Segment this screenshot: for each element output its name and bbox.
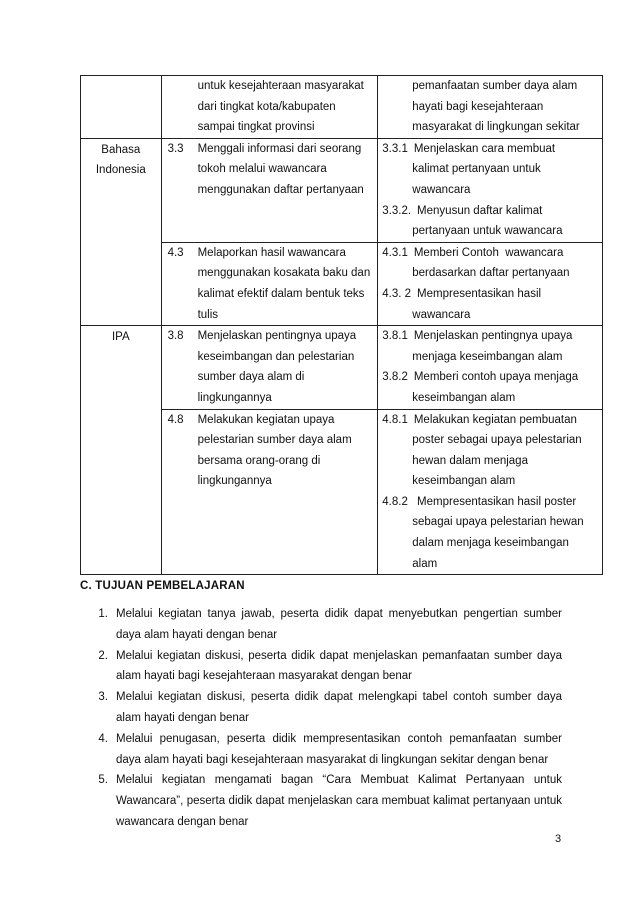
indicator-cell [378, 138, 603, 242]
indicator-text: Mempresentasikan hasil poster [413, 495, 577, 508]
indicator-text: pemanfaatan sumber daya alam [412, 80, 578, 92]
table-row [81, 326, 603, 409]
competency-text: sampai tingkat provinsi [197, 121, 315, 134]
competency-table [80, 75, 603, 575]
competency-cell [161, 242, 378, 325]
indicator-number: 3.3.1 [382, 142, 408, 155]
competency-text: kalimat efektif dalam bentuk teks [197, 287, 365, 300]
subject-cell [81, 326, 162, 575]
goal-text: Melalui kegiatan diskusi, peserta didik dapat melengkapi tabel contoh sumber daya alam hayati dengan benar [116, 691, 562, 724]
competency-text: tulis [197, 308, 219, 321]
table-row [81, 138, 603, 242]
indicator-text: dalam menjaga keseimbangan [412, 537, 569, 550]
indicator-text: hewan dalam menjaga [412, 454, 528, 467]
indicator-text: alam [412, 557, 438, 570]
competency-text: Menjelaskan pentingnya upaya [197, 330, 357, 343]
indicator-text: hayati bagi kesejahteraan [412, 100, 544, 113]
competency-number: 3.3 [167, 142, 184, 155]
indicator-number: 4.3.1 [382, 246, 408, 259]
competency-cell [161, 76, 378, 139]
indicator-text: masyarakat di lingkungan sekitar [412, 121, 580, 134]
indicator-text: Menjelaskan cara membuat [413, 142, 556, 155]
list-item [80, 604, 562, 646]
competency-text: lingkungannya [197, 391, 272, 404]
indicator-cell [378, 242, 603, 325]
page-number: 3 [555, 833, 562, 845]
competency-text: bersama orang-orang di [197, 454, 321, 467]
subject-label: IPA [111, 331, 130, 344]
indicator-text: Memberi contoh upaya menjaga [413, 371, 579, 384]
indicator-text: poster sebagai upaya pelestarian [412, 434, 582, 447]
indicator-text: wawancara [412, 183, 471, 196]
indicator-text: Menyusun daftar kalimat [417, 204, 543, 217]
subject-cell [81, 76, 162, 139]
indicator-number: 4.8.1 [382, 413, 408, 426]
learning-goals-list [80, 604, 562, 833]
subject-cell [81, 138, 162, 325]
goal-number: 3. [98, 691, 108, 704]
goal-text: Melalui kegiatan mengamati bagan “Cara Membuat Kalimat Pertanyaan untuk Wawancara”, peserta didik dapat menjelaskan cara membuat kalimat pertanyaan untuk wawancara dengan benar [116, 774, 562, 828]
list-item [80, 729, 562, 771]
goal-text: Melalui kegiatan tanya jawab, peserta didik dapat menyebutkan pengertian sumber daya alam hayati dengan benar [116, 608, 562, 641]
competency-text: keseimbangan dan pelestarian [197, 350, 355, 363]
indicator-cell [378, 326, 603, 409]
indicator-text: Mempresentasikan hasil [417, 287, 542, 300]
subject-label [81, 76, 161, 77]
indicator-text: pertanyaan untuk wawancara [412, 225, 563, 238]
indicator-number: 4.8.2 [382, 495, 408, 508]
competency-number: 4.8 [167, 413, 184, 426]
indicator-text: kalimat pertanyaan untuk [412, 163, 541, 176]
competency-text: Melakukan kegiatan upaya [197, 413, 335, 426]
indicator-text: keseimbangan alam [412, 391, 516, 404]
indicator-text: Menjelaskan pentingnya upaya [413, 330, 573, 343]
competency-number: 4.3 [167, 246, 184, 259]
competency-cell [161, 326, 378, 409]
indicator-text: keseimbangan alam [412, 475, 516, 488]
indicator-cell [378, 409, 603, 575]
goal-number: 1. [98, 608, 108, 620]
indicator-number: 3.3.2. [382, 204, 412, 217]
list-item [80, 646, 562, 688]
competency-cell [161, 138, 378, 242]
goal-number: 4. [98, 732, 108, 745]
competency-text: untuk kesejahteraan masyarakat [197, 80, 364, 92]
competency-text: pelestarian sumber daya alam [197, 434, 352, 447]
indicator-number: 4.3. 2 [382, 287, 412, 300]
competency-number: 3.8 [167, 330, 184, 343]
competency-text: lingkungannya [197, 475, 272, 488]
competency-table-body [81, 76, 603, 575]
subject-label: Bahasa Indonesia [95, 143, 146, 177]
table-row [81, 76, 603, 139]
competency-cell [161, 409, 378, 575]
competency-text: Menggali informasi dari seorang [197, 142, 362, 155]
indicator-number: 3.8.1 [382, 330, 408, 343]
indicator-text: Melakukan kegiatan pembuatan [413, 413, 577, 426]
indicator-text: menjaga keseimbangan alam [412, 350, 563, 363]
indicator-number: 3.8.2 [382, 371, 408, 384]
indicator-text: berdasarkan daftar pertanyaan [412, 267, 570, 280]
competency-text: Melaporkan hasil wawancara [197, 246, 346, 259]
list-item [80, 687, 562, 729]
competency-text: tokoh melalui wawancara [197, 163, 327, 176]
indicator-text: wawancara [412, 308, 471, 321]
goal-number: 2. [98, 649, 108, 662]
indicator-text: sebagai upaya pelestarian hewan [412, 516, 584, 529]
goal-text: Melalui kegiatan diskusi, peserta didik dapat menjelaskan pemanfaatan sumber daya alam hayati bagi kesejahteraan masyarakat dengan benar [116, 649, 562, 683]
competency-text: menggunakan daftar pertanyaan [197, 183, 364, 196]
indicator-cell [378, 76, 603, 139]
indicator-text: Memberi Contoh wawancara [413, 246, 564, 259]
section-title: C. TUJUAN PEMBELAJARAN [80, 580, 245, 592]
goal-text: Melalui penugasan, peserta didik mempresentasikan contoh pemanfaatan sumber daya alam hayati bagi kesejahteraan masyarakat di lingkungan sekitar dengan benar [116, 732, 562, 766]
list-item [80, 770, 562, 832]
competency-text: dari tingkat kota/kabupaten [197, 100, 336, 113]
competency-text: menggunakan kosakata baku dan [197, 267, 371, 280]
goal-number: 5. [98, 774, 108, 787]
competency-text: sumber daya alam di [197, 371, 305, 384]
